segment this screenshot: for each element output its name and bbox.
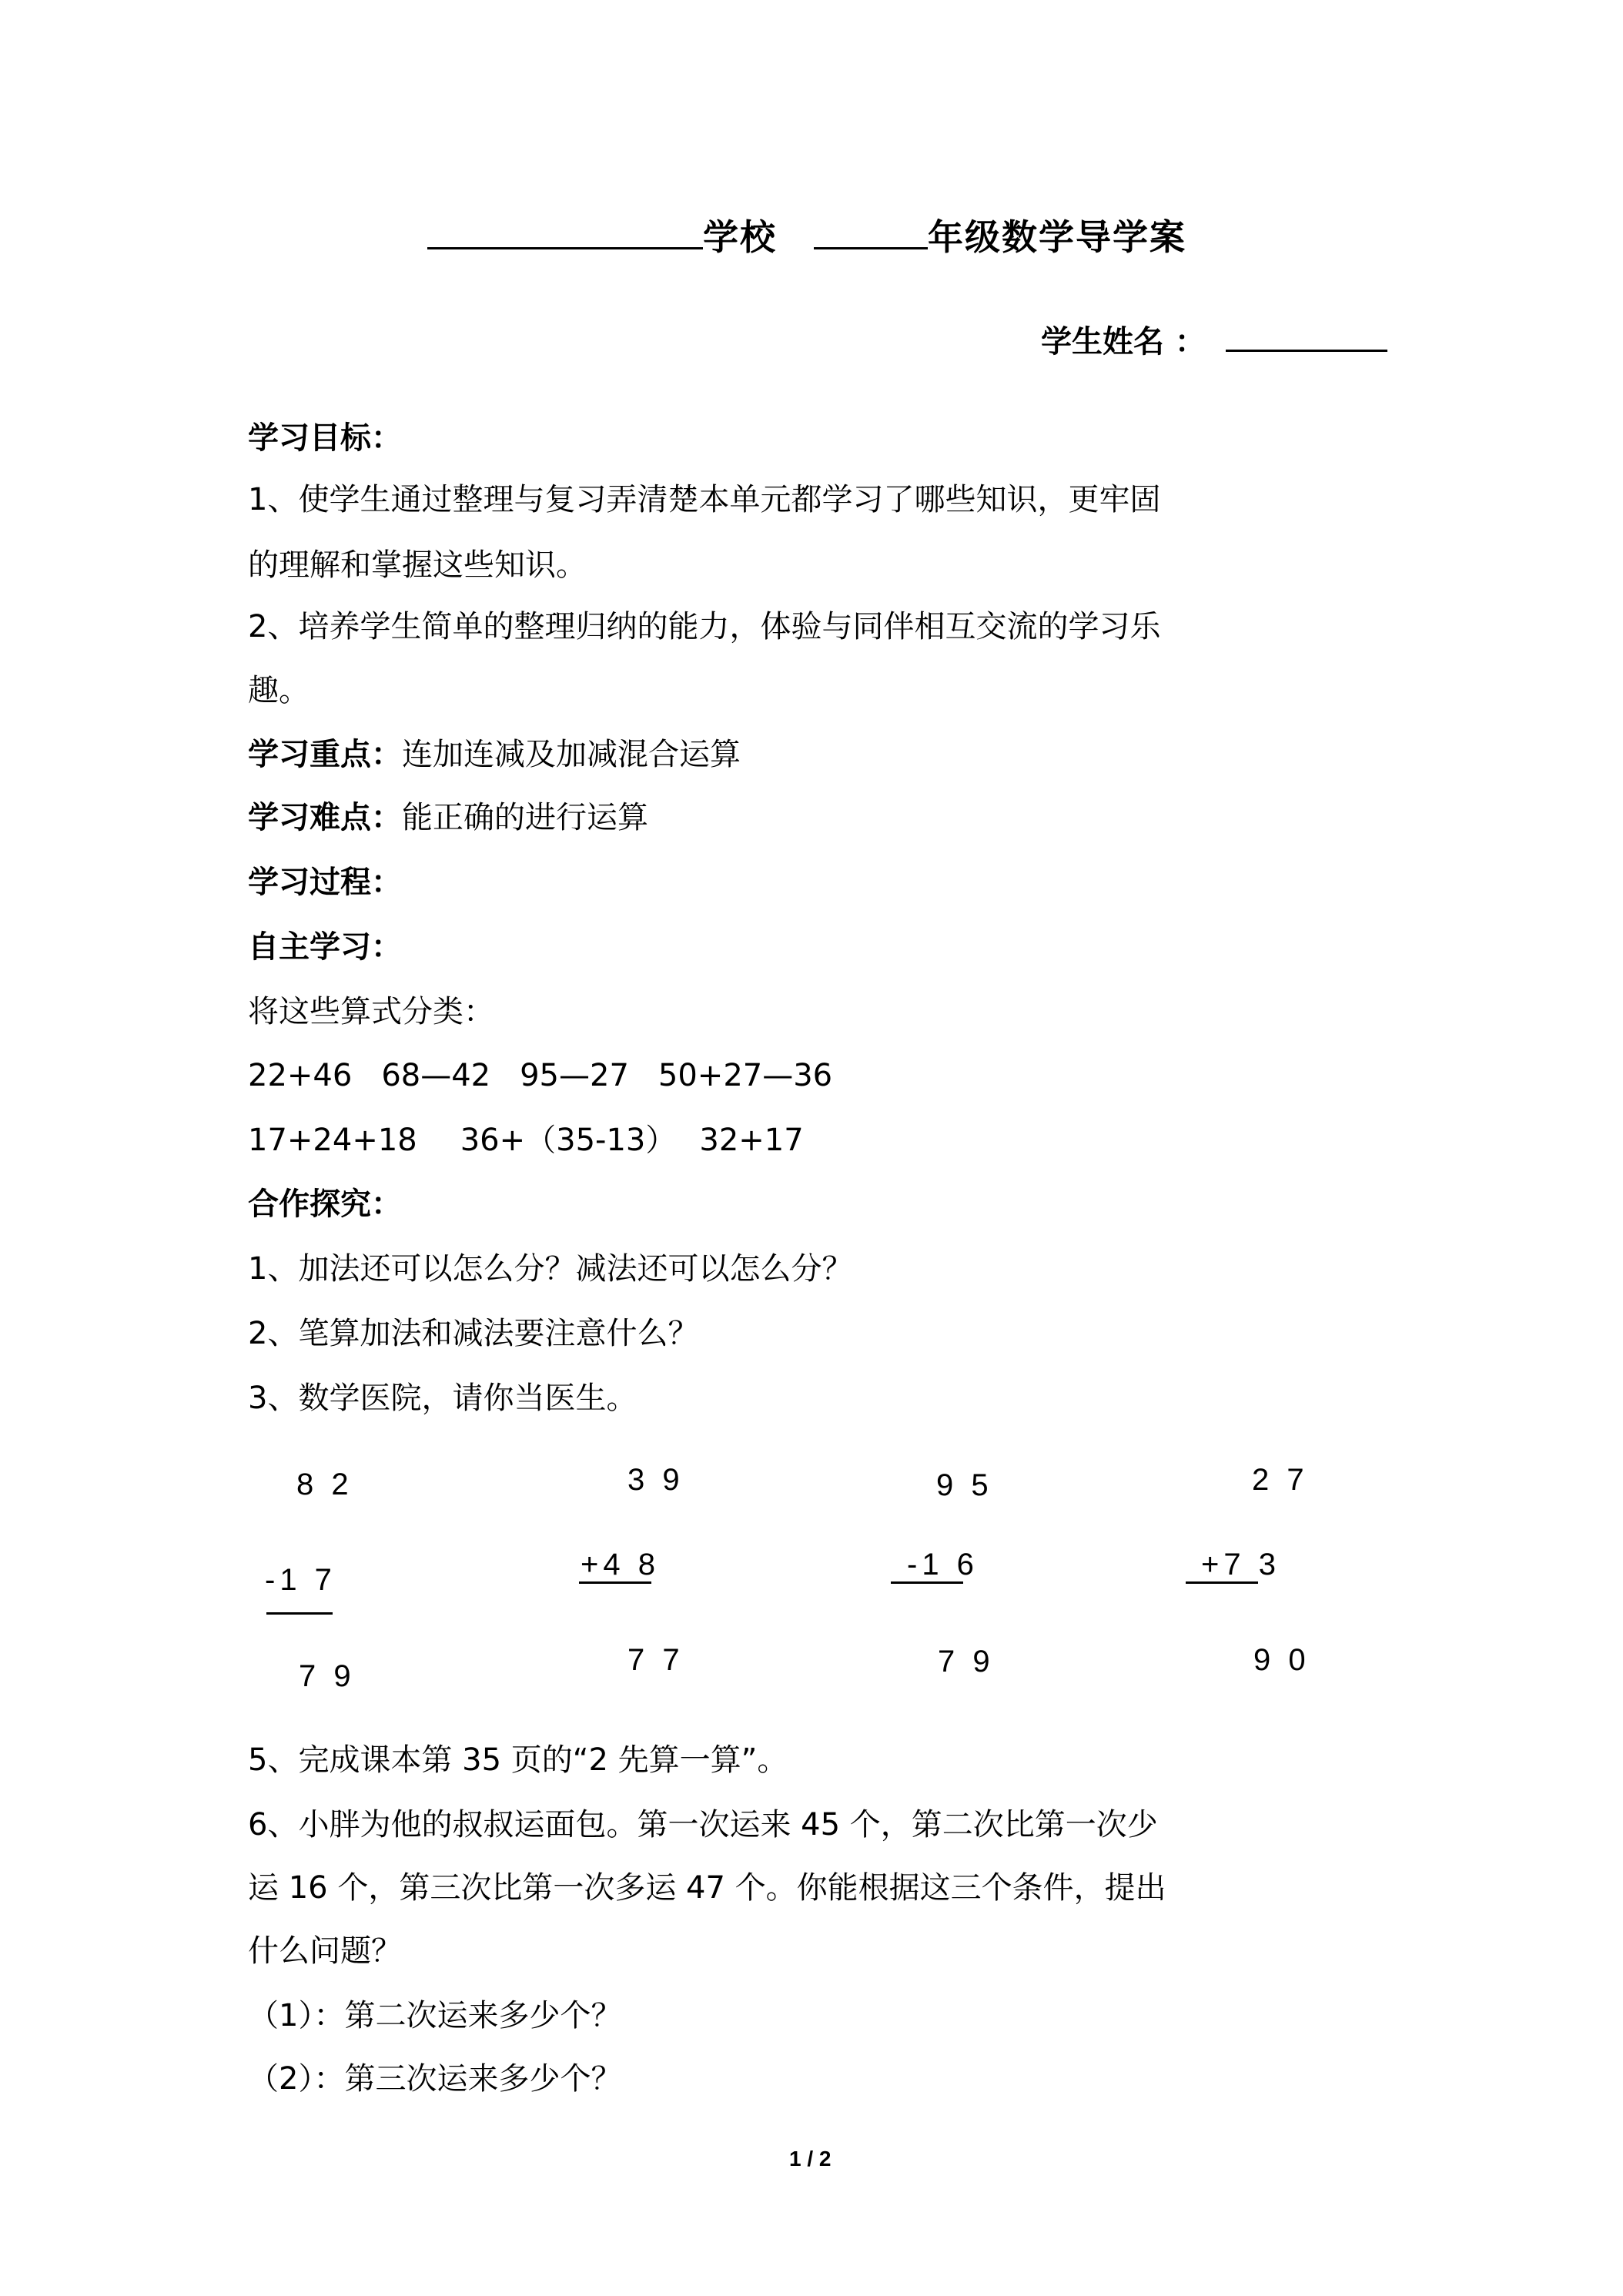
objective-1-line1: 1、使学生通过整理与复习弄清楚本单元都学习了哪些知识，更牢固 [248, 482, 1161, 517]
problem-2-operand: +4 8 [581, 1548, 660, 1581]
problem-2-rule [579, 1581, 651, 1584]
objective-1-line2: 的理解和掌握这些知识。 [248, 547, 587, 583]
objective-2-line2: 趣。 [248, 673, 310, 708]
title-grade-math: 年级数学导学案 [928, 216, 1186, 258]
question-6-line3: 什么问题？ [248, 1933, 402, 1969]
focus-text: 连加连减及加减混合运算 [402, 737, 741, 772]
problem-3-result: 7 9 [938, 1645, 995, 1678]
expression: 36+（35-13） [460, 1123, 677, 1158]
cooperate-q1: 1、加法还可以怎么分？减法还可以怎么分？ [248, 1251, 853, 1287]
student-name-row [1041, 320, 1387, 360]
difficulty-row [248, 799, 648, 836]
title-school: 学校 [703, 216, 777, 258]
self-study-heading: 自主学习： [248, 929, 402, 965]
problem-3-top: 9 5 [936, 1468, 993, 1502]
objectives-heading: 学习目标： [248, 420, 402, 456]
problem-4-operand: +7 3 [1201, 1548, 1280, 1581]
difficulty-text: 能正确的进行运算 [402, 800, 648, 835]
expression: 95—27 [520, 1058, 629, 1093]
problem-2-top: 3 9 [627, 1463, 684, 1497]
expression: 50+27—36 [658, 1058, 833, 1093]
problem-3-operand: -1 6 [907, 1548, 979, 1581]
problem-1-rule [266, 1612, 333, 1615]
question-6-line2: 运 16 个，第三次比第一次多运 47 个。你能根据这三个条件，提出 [248, 1870, 1166, 1906]
page-title [427, 209, 1186, 260]
problem-1-result: 7 9 [299, 1659, 356, 1693]
expression: 32+17 [699, 1123, 804, 1158]
problem-4-result: 9 0 [1253, 1643, 1310, 1677]
expression-row-1 [248, 1057, 832, 1094]
page-number: 1 / 2 [789, 2147, 832, 2170]
focus-label: 学习重点： [248, 737, 402, 772]
self-study-instruction: 将这些算式分类： [248, 994, 494, 1029]
problem-1-top: 8 2 [296, 1468, 353, 1501]
expression-row-2 [248, 1122, 804, 1159]
expression: 22+46 [248, 1058, 353, 1093]
problem-1-operand: -1 7 [265, 1563, 336, 1597]
objective-2-line1: 2、培养学生简单的整理归纳的能力，体验与同伴相互交流的学习乐 [248, 609, 1161, 644]
process-heading: 学习过程： [248, 865, 402, 900]
cooperate-q3: 3、数学医院，请你当医生。 [248, 1381, 637, 1416]
cooperate-heading: 合作探究： [248, 1186, 402, 1222]
student-name-label: 学生姓名 ： [1041, 324, 1206, 360]
grade-blank[interactable] [814, 218, 928, 249]
question-6-line1: 6、小胖为他的叔叔运面包。第一次运来 45 个，第二次比第一次少 [248, 1807, 1158, 1842]
problem-4-top: 2 7 [1252, 1463, 1309, 1497]
question-5: 5、完成课本第 35 页的“2 先算一算”。 [248, 1742, 788, 1778]
question-6-sub1: （1）：第二次运来多少个？ [248, 1998, 622, 2033]
problem-3-rule [891, 1581, 963, 1584]
difficulty-label: 学习难点： [248, 800, 402, 835]
focus-row [248, 736, 741, 773]
expression: 17+24+18 [248, 1123, 417, 1158]
problem-4-rule [1186, 1581, 1258, 1584]
school-blank[interactable] [427, 218, 703, 249]
expression: 68—42 [381, 1058, 491, 1093]
problem-2-result: 7 7 [627, 1643, 684, 1677]
question-6-sub2: （2）：第三次运来多少个？ [248, 2061, 622, 2097]
student-name-blank[interactable] [1226, 320, 1387, 352]
cooperate-q2: 2、笔算加法和减法要注意什么？ [248, 1316, 699, 1351]
